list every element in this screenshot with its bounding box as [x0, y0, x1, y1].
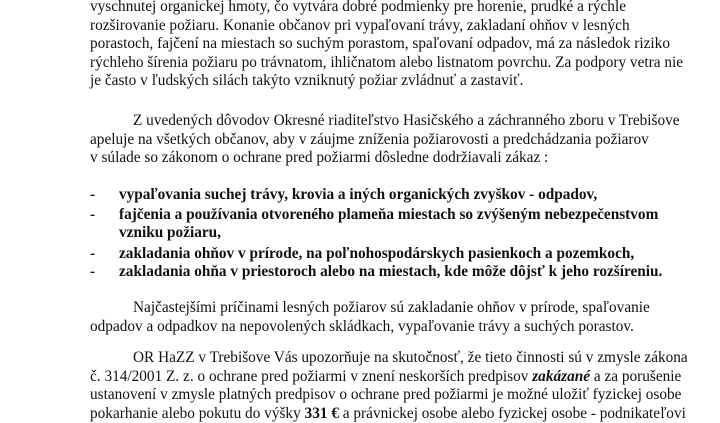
paragraph-appeal: [90, 112, 626, 168]
paragraph-line: porastoch, fajčení na miestach so suchým porastom, spaľovaní odpadov, má za následok riziko: [90, 35, 626, 54]
paragraph-line: v súlade so zákonom o ochrane pred požiarmi dôsledne dodržiavali zákaz :: [90, 149, 626, 168]
paragraph-causes: [90, 299, 626, 336]
paragraph-line: rozširovanie požiaru. Konanie občanov pri vypaľovaní trávy, zakladaní ohňov v lesných: [90, 17, 626, 36]
paragraph-line: rýchleho šírenia požiaru po trávnatom, ihličnatom alebo listnatom povrchu. Za podpory vetra nie: [90, 54, 626, 73]
paragraph-line: je často v ľudských silách takýto vzniknutý požiar zvládnuť a zastaviť.: [90, 72, 626, 91]
paragraph-line: odpadov a odpadkov na nepovolených skládkach, vypaľovanie trávy a suchých porastov.: [90, 318, 626, 337]
prohibited-emphasis: zakázané: [532, 368, 590, 385]
paragraph-line: apeluje na všetkých občanov, aby v záujme zníženia požiarovosti a predchádzania požiarov: [90, 131, 626, 150]
bullet-dash: -: [90, 263, 95, 282]
paragraph-line: [90, 405, 626, 423]
list-item: [90, 186, 650, 205]
list-item-text: zakladania ohňov v prírode, na poľnohospodárskych pasienkoch a pozemkoch,: [119, 245, 650, 264]
paragraph-warning: [90, 349, 626, 423]
paragraph-line: vyschnutej organickej hmoty, čo vytvára dobré podmienky pre horenie, prudké a rýchle: [90, 0, 626, 17]
paragraph-line: Najčastejšími príčinami lesných požiarov sú zakladanie ohňov v prírode, spaľovanie: [90, 299, 626, 318]
list-item: [90, 263, 650, 282]
list-item-text: vzniku požiaru,: [119, 224, 650, 243]
paragraph-line: OR HaZZ v Trebišove Vás upozorňuje na skutočnosť, že tieto činnosti sú v zmysle zákona: [90, 349, 626, 368]
bullet-dash: -: [90, 245, 95, 264]
paragraph-fire-risk: [90, 0, 626, 91]
list-item-text: zakladania ohňa v priestoroch alebo na miestach, kde môže dôjsť k jeho rozšíreniu.: [119, 263, 650, 282]
law-reference-text-end: a za porušenie: [590, 368, 681, 385]
paragraph-line: [90, 368, 626, 387]
list-item: [90, 245, 650, 264]
fine-amount: 331 €: [305, 405, 339, 422]
penalty-text: pokarhanie alebo pokutu do výšky: [90, 405, 305, 422]
list-item-text: fajčenia a používania otvoreného plameňa miestach so zvýšeným nebezpečenstvom: [119, 206, 650, 225]
list-item: [90, 206, 650, 243]
list-item-text: vypaľovania suchej trávy, krovia a iných organických zvyškov - odpadov,: [119, 186, 650, 205]
prohibition-list: [90, 186, 650, 282]
penalty-text-end: a právnickej osobe alebo fyzickej osobe - podnikateľovi: [339, 405, 686, 422]
paragraph-line: Z uvedených dôvodov Okresné riaditeľstvo Hasičského a záchranného zboru v Trebišove: [90, 112, 626, 131]
law-reference-text: č. 314/2001 Z. z. o ochrane pred požiarmi v znení neskorších predpisov: [90, 368, 532, 385]
bullet-dash: -: [90, 206, 95, 225]
paragraph-line: ustanovení v zmysle platných predpisov o ochrane pred požiarmi je možné uložiť fyzickej osobe: [90, 386, 626, 405]
bullet-dash: -: [90, 186, 95, 205]
